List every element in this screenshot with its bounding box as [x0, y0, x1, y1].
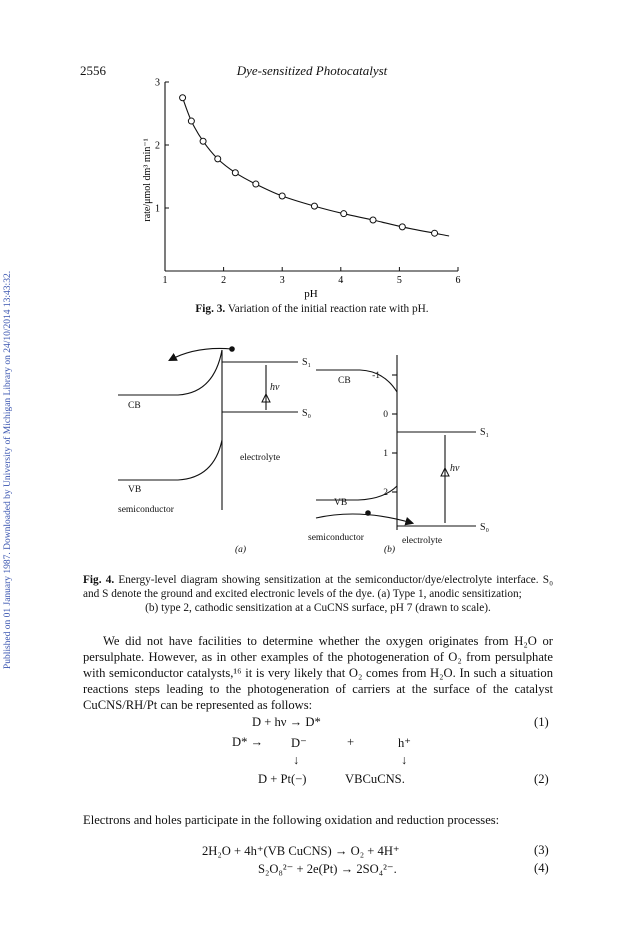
fig3-data-point — [341, 211, 347, 217]
fig4b-s0-label: S₀ — [480, 522, 490, 533]
fig4-diagram — [0, 330, 624, 570]
fig4-caption-line3: (b) type 2, cathodic sensitization at a CuCNS surface, pH 7 (drawn to scale). — [145, 602, 491, 614]
fig4a-s1-label: S₁ — [302, 357, 312, 368]
fig3-data-point — [311, 203, 317, 209]
equation-3-number: (3) — [534, 843, 549, 857]
fig4b-electrolyte-label: electrolyte — [402, 536, 443, 546]
fig3-data-point — [232, 170, 238, 176]
fig3-data-point — [180, 95, 186, 101]
fig4b-semiconductor-label: semiconductor — [308, 533, 364, 543]
fig4b-scale-label: -1 — [372, 371, 380, 381]
fig4a-electron — [229, 346, 235, 352]
fig3-caption — [0, 302, 624, 316]
fig3-y-tick-label: 3 — [155, 77, 160, 89]
fig4b-tag: (b) — [384, 545, 396, 555]
fig4a-electron-arrow — [170, 348, 232, 360]
fig3-fit-line — [183, 98, 450, 236]
running-title: Dye-sensitized Photocatalyst — [236, 63, 388, 78]
fig3-y-axis-label: rate/μmol dm³ min⁻¹ — [142, 138, 153, 222]
equation-2-hole-sink: VBCuCNS. — [345, 772, 405, 786]
fig3-x-tick-label: 5 — [396, 275, 402, 286]
download-watermark: Published on 01 January 1987. Downloaded by University of Michigan Library on 24/10/2014 13:43:32. — [3, 270, 13, 670]
fig4a-cb-band — [118, 350, 222, 395]
fig3-data-point — [200, 138, 206, 144]
fig4b-hv-label: hν — [450, 463, 460, 474]
fig3-points — [180, 95, 438, 236]
equation-1-number: (1) — [534, 715, 549, 729]
page-number: 2556 — [80, 63, 106, 78]
equation-3: 2H₂O + 4h⁺(VB CuCNS) → O₂ + 4H⁺ — [202, 844, 400, 858]
equation-2-number: (2) — [534, 772, 549, 786]
fig4a-cb-label: CB — [128, 401, 141, 411]
equation-4-number: (4) — [534, 861, 549, 875]
fig4b-scale-label: 2 — [383, 488, 388, 498]
fig3-data-point — [370, 217, 376, 223]
fig3-axes — [155, 78, 461, 287]
fig4a-electrolyte-label: electrolyte — [240, 453, 281, 463]
equation-2-hole: h⁺ — [398, 736, 411, 750]
fig4a-vb-label: VB — [128, 485, 142, 495]
fig4a-vb-band — [118, 440, 222, 480]
fig3-x-tick-label: 1 — [162, 275, 168, 286]
fig4b-electron — [365, 510, 371, 516]
fig4b-cb-band — [316, 370, 397, 392]
fig3-caption-label: Fig. 3. — [195, 303, 226, 315]
fig3-x-tick-label: 2 — [221, 275, 227, 286]
fig3-y-tick-label: 1 — [155, 203, 160, 215]
equation-2-electron-sink: D + Pt(−) — [258, 772, 307, 786]
fig4b-s1-label: S₁ — [480, 427, 490, 438]
fig3-data-point — [432, 230, 438, 236]
fig4b-cb-label: CB — [338, 376, 351, 386]
fig4-caption-line2: S₀ and S denote the ground and excited electronic levels of the dye. (a) Type 1, anodic sensitization; — [83, 574, 554, 600]
equation-2-d-minus: D⁻ — [291, 736, 307, 750]
body-paragraph: We did not have facilities to determine whether the oxygen originates from H₂O or persulphate. However, as in other examples of the photogeneration of O₂ from persulphate with semiconductor catalysts,¹⁶ it is very likely that O₂ comes from H₂O. In such a situation reactions steps leading to the photogeneration of carriers at the surface of the catalyst CuCNS/RH/Pt can be represented as follows: — [83, 634, 553, 712]
fig4b-scale-label: 0 — [383, 410, 388, 420]
fig4-caption-label: Fig. 4. — [83, 574, 115, 586]
equation-2-arrow: ↓ — [293, 753, 300, 767]
fig3-data-point — [215, 156, 221, 162]
fig3-data-point — [188, 118, 194, 124]
fig4b-vb-label: VB — [334, 498, 348, 508]
fig3-x-tick-label: 4 — [338, 275, 344, 286]
fig3-x-tick-label: 6 — [455, 275, 461, 286]
fig4a-semiconductor-label: semiconductor — [118, 505, 174, 515]
fig3-x-tick-label: 3 — [279, 275, 285, 286]
fig3-y-tick-label: 2 — [155, 140, 160, 152]
fig4a-tag: (a) — [235, 545, 247, 555]
fig4a-hv-label: hν — [270, 382, 280, 393]
fig3-curve — [183, 98, 450, 236]
fig3-data-point — [279, 193, 285, 199]
fig4b-electron-arrow — [316, 514, 412, 523]
fig4b-scale-label: 1 — [383, 449, 388, 459]
fig3-x-axis-label: pH — [304, 288, 318, 300]
fig4-caption-line1: Energy-level diagram showing sensitization at the semiconductor/dye/electrolyte interface. — [118, 574, 539, 586]
fig4a-s0-label: S₀ — [302, 408, 312, 419]
equation-2-arrow: ↓ — [401, 753, 408, 767]
equation-4: S₂O₈²⁻ + 2e(Pt) → 2SO₄²⁻. — [258, 862, 397, 876]
fig3-caption-text: Variation of the initial reaction rate with pH. — [227, 303, 429, 315]
fig3-data-point — [253, 181, 259, 187]
equation-1: D + hν → D* — [252, 715, 321, 729]
fig3-data-point — [399, 224, 405, 230]
equation-2-lhs: D* → — [232, 735, 264, 749]
equation-2-plus: + — [347, 735, 355, 749]
fig3-chart — [0, 0, 624, 300]
processes-sentence: Electrons and holes participate in the following oxidation and reduction processes: — [83, 813, 500, 827]
fig4-caption — [83, 573, 553, 615]
